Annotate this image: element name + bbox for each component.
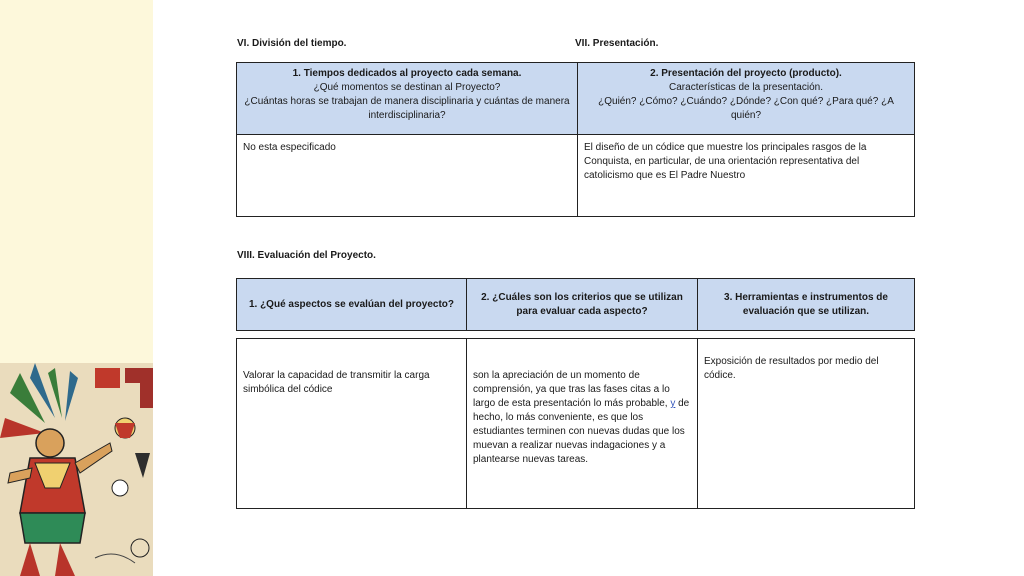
section-title-presentation: VII. Presentación.: [575, 38, 659, 49]
header-weekly-time-title: 1. Tiempos dedicados al proyecto cada semana.: [292, 68, 522, 79]
cell-weekly-time-value: No esta especificado: [237, 135, 578, 217]
cell-tools-value: Exposición de resultados por medio del códice.: [698, 339, 915, 509]
table-evaluation-headers: [236, 278, 915, 331]
criteria-link[interactable]: y: [670, 398, 676, 409]
header-presentation-sub1: Características de la presentación.: [669, 82, 823, 93]
header-presentation-sub2: ¿Quién? ¿Cómo? ¿Cuándo? ¿Dónde? ¿Con qué? ¿Para qué? ¿A quién?: [598, 96, 894, 121]
header-presentation-title: 2. Presentación del proyecto (producto).: [650, 68, 842, 79]
header-weekly-time-sub1: ¿Qué momentos se destinan al Proyecto?: [313, 82, 501, 93]
header-weekly-time-sub2: ¿Cuántas horas se trabajan de manera disciplinaria y cuántas de manera interdisciplinaria?: [244, 96, 570, 121]
header-cell-tools: 3. Herramientas e instrumentos de evaluación que se utilizan.: [698, 279, 915, 331]
header-cell-weekly-time: [237, 63, 578, 135]
cell-criteria-value: [467, 339, 698, 509]
header-cell-criteria: 2. ¿Cuáles son los criterios que se utilizan para evaluar cada aspecto?: [467, 279, 698, 331]
criteria-text-part1: son la apreciación de un momento de comprensión, ya que tras las fases citas a lo largo de esta presentación lo más probable,: [473, 370, 671, 409]
table-evaluation-body: [236, 338, 915, 509]
criteria-text-part2: de hecho, lo más conveniente, es que los estudiantes terminen con nuevas dudas que los muevan a realizar nuevas indagaciones y a plantearse nuevas tareas.: [473, 398, 690, 465]
header-cell-aspects: 1. ¿Qué aspectos se evalúan del proyecto?: [237, 279, 467, 331]
section-title-time-division: VI. División del tiempo.: [237, 38, 347, 49]
header-cell-product-presentation: [578, 63, 915, 135]
aztec-codex-illustration: [0, 363, 153, 576]
cell-presentation-value: El diseño de un códice que muestre los principales rasgos de la Conquista, en particular, de una orientación representativa del catolicismo que es El Padre Nuestro: [578, 135, 915, 217]
section-title-evaluation: VIII. Evaluación del Proyecto.: [237, 250, 376, 261]
table-time-presentation: [236, 62, 915, 217]
cell-aspects-value: Valorar la capacidad de transmitir la carga simbólica del códice: [237, 339, 467, 509]
